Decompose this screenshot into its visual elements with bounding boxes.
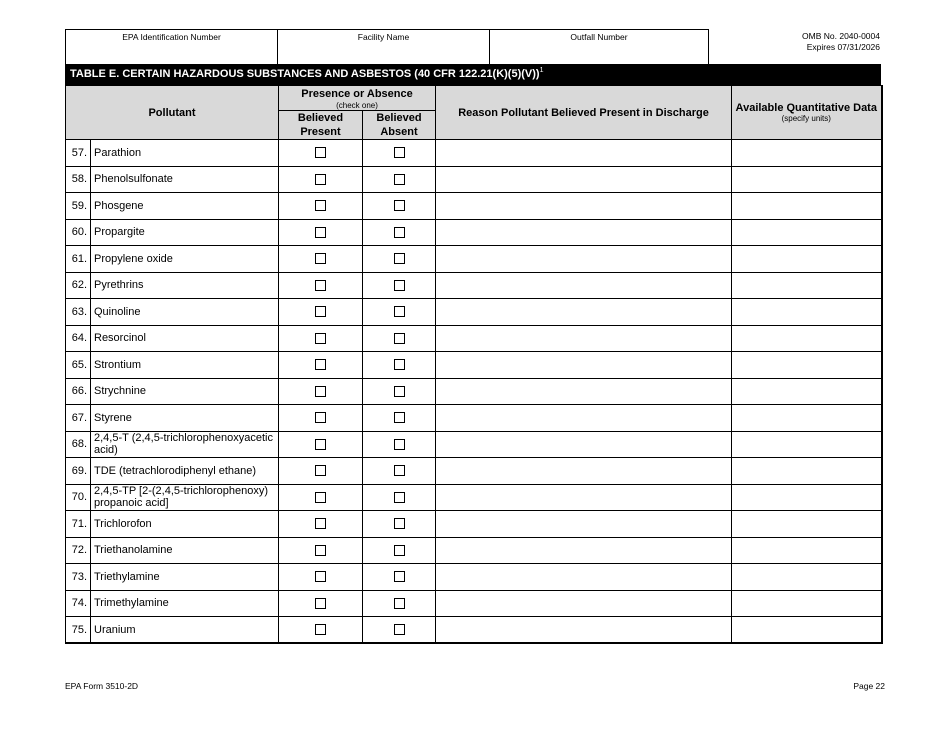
outfall-number-label: Outfall Number [570, 32, 628, 42]
believed-present-cell [279, 564, 363, 591]
reason-input-cell[interactable] [436, 219, 732, 246]
table-row [66, 352, 882, 379]
row-number: 67. [66, 405, 91, 432]
believed-present-checkbox[interactable] [315, 439, 326, 450]
pollutant-name: Triethanolamine [91, 537, 279, 564]
table-row [66, 325, 882, 352]
believed-absent-checkbox[interactable] [394, 386, 405, 397]
believed-present-cell [279, 140, 363, 167]
table-row [66, 166, 882, 193]
believed-present-cell [279, 590, 363, 617]
reason-input-cell[interactable] [436, 405, 732, 432]
believed-absent-cell [363, 352, 436, 379]
believed-present-checkbox[interactable] [315, 174, 326, 185]
believed-present-checkbox[interactable] [315, 465, 326, 476]
believed-absent-checkbox[interactable] [394, 571, 405, 582]
believed-absent-cell [363, 325, 436, 352]
quant-data-input-cell[interactable] [732, 352, 882, 379]
believed-absent-cell [363, 166, 436, 193]
believed-present-cell [279, 166, 363, 193]
believed-present-checkbox[interactable] [315, 253, 326, 264]
table-row [66, 299, 882, 326]
pollutant-name: Resorcinol [91, 325, 279, 352]
table-row [66, 405, 882, 432]
quant-data-input-cell[interactable] [732, 590, 882, 617]
form-number: EPA Form 3510-2D [65, 681, 139, 691]
reason-input-cell[interactable] [436, 246, 732, 273]
pollutant-name: Trimethylamine [91, 590, 279, 617]
quant-data-input-cell[interactable] [732, 405, 882, 432]
reason-input-cell[interactable] [436, 352, 732, 379]
believed-absent-cell [363, 140, 436, 167]
believed-present-checkbox[interactable] [315, 518, 326, 529]
believed-absent-cell [363, 617, 436, 644]
pollutant-name: Parathion [91, 140, 279, 167]
row-number: 69. [66, 458, 91, 485]
believed-absent-cell [363, 564, 436, 591]
row-number: 74. [66, 590, 91, 617]
believed-absent-checkbox[interactable] [394, 333, 405, 344]
row-number: 73. [66, 564, 91, 591]
quant-data-input-cell[interactable] [732, 193, 882, 220]
believed-absent-cell [363, 272, 436, 299]
pollutant-name: Triethylamine [91, 564, 279, 591]
believed-absent-cell [363, 484, 436, 511]
table-row [66, 564, 882, 591]
reason-input-cell[interactable] [436, 511, 732, 538]
col-header-presence: Presence or Absence (check one) [279, 86, 436, 111]
believed-absent-checkbox[interactable] [394, 253, 405, 264]
pollutant-name: Trichlorofon [91, 511, 279, 538]
believed-present-checkbox[interactable] [315, 624, 326, 635]
pollutant-name: Propylene oxide [91, 246, 279, 273]
believed-present-checkbox[interactable] [315, 386, 326, 397]
believed-absent-cell [363, 431, 436, 458]
reason-input-cell[interactable] [436, 537, 732, 564]
quant-data-input-cell[interactable] [732, 299, 882, 326]
believed-present-checkbox[interactable] [315, 306, 326, 317]
reason-input-cell[interactable] [436, 564, 732, 591]
believed-present-cell [279, 219, 363, 246]
believed-present-checkbox[interactable] [315, 492, 326, 503]
quant-data-input-cell[interactable] [732, 537, 882, 564]
believed-absent-checkbox[interactable] [394, 518, 405, 529]
page-number: Page 22 [853, 681, 885, 691]
table-row [66, 590, 882, 617]
omb-number: OMB No. 2040-0004 [802, 31, 880, 41]
table-row [66, 537, 882, 564]
believed-absent-cell [363, 537, 436, 564]
believed-present-checkbox[interactable] [315, 598, 326, 609]
col-header-quant-note: (specify units) [781, 114, 831, 123]
believed-absent-checkbox[interactable] [394, 624, 405, 635]
pollutant-name: Styrene [91, 405, 279, 432]
reason-input-cell[interactable] [436, 140, 732, 167]
table-row [66, 431, 882, 458]
row-number: 63. [66, 299, 91, 326]
table-title-text: TABLE E. CERTAIN HAZARDOUS SUBSTANCES AND ASBESTOS (40 CFR 122.21(K)(5)(V)) [70, 68, 540, 80]
believed-absent-cell [363, 511, 436, 538]
table-row [66, 219, 882, 246]
quant-data-input-cell[interactable] [732, 219, 882, 246]
believed-absent-cell [363, 299, 436, 326]
believed-absent-cell [363, 378, 436, 405]
believed-present-cell [279, 617, 363, 644]
quant-data-input-cell[interactable] [732, 458, 882, 485]
believed-absent-checkbox[interactable] [394, 306, 405, 317]
believed-absent-checkbox[interactable] [394, 492, 405, 503]
pollutant-name: TDE (tetrachlorodiphenyl ethane) [91, 458, 279, 485]
omb-expires: Expires 07/31/2026 [806, 42, 880, 52]
omb-info [709, 29, 880, 64]
believed-present-checkbox[interactable] [315, 412, 326, 423]
table-row [66, 193, 882, 220]
believed-present-cell [279, 431, 363, 458]
believed-absent-checkbox[interactable] [394, 465, 405, 476]
row-number: 65. [66, 352, 91, 379]
table-row [66, 140, 882, 167]
pollutant-name: Pyrethrins [91, 272, 279, 299]
table-row [66, 458, 882, 485]
believed-present-cell [279, 484, 363, 511]
believed-present-checkbox[interactable] [315, 227, 326, 238]
reason-input-cell[interactable] [436, 193, 732, 220]
quant-data-input-cell[interactable] [732, 511, 882, 538]
believed-present-cell [279, 325, 363, 352]
believed-present-checkbox[interactable] [315, 359, 326, 370]
pollutant-name: Phenolsulfonate [91, 166, 279, 193]
reason-input-cell[interactable] [436, 272, 732, 299]
believed-absent-cell [363, 219, 436, 246]
col-header-pollutant: Pollutant [66, 86, 279, 140]
reason-input-cell[interactable] [436, 325, 732, 352]
table-row [66, 511, 882, 538]
pollutant-name: Quinoline [91, 299, 279, 326]
believed-absent-checkbox[interactable] [394, 439, 405, 450]
believed-present-checkbox[interactable] [315, 333, 326, 344]
believed-present-cell [279, 537, 363, 564]
believed-absent-cell [363, 458, 436, 485]
table-row [66, 246, 882, 273]
believed-present-cell [279, 193, 363, 220]
believed-present-cell [279, 405, 363, 432]
row-number: 66. [66, 378, 91, 405]
believed-present-checkbox[interactable] [315, 571, 326, 582]
form-header [65, 29, 880, 64]
col-header-presence-note: (check one) [336, 100, 378, 110]
row-number: 58. [66, 166, 91, 193]
believed-absent-checkbox[interactable] [394, 359, 405, 370]
quant-data-input-cell[interactable] [732, 140, 882, 167]
quant-data-input-cell[interactable] [732, 325, 882, 352]
pollutant-name: 2,4,5-TP [2-(2,4,5-trichlorophenoxy) propanoic acid] [91, 484, 279, 511]
pollutant-name: 2,4,5-T (2,4,5-trichlorophenoxyacetic acid) [91, 431, 279, 458]
facility-name-field[interactable] [278, 29, 490, 64]
quant-data-input-cell[interactable] [732, 378, 882, 405]
table-row [66, 617, 882, 644]
row-number: 60. [66, 219, 91, 246]
believed-absent-checkbox[interactable] [394, 280, 405, 291]
believed-present-cell [279, 378, 363, 405]
col-header-quant: Available Quantitative Data (specify units) [732, 86, 882, 140]
quant-data-input-cell[interactable] [732, 272, 882, 299]
row-number: 57. [66, 140, 91, 167]
quant-data-input-cell[interactable] [732, 246, 882, 273]
reason-input-cell[interactable] [436, 378, 732, 405]
pollutant-table [65, 85, 883, 644]
believed-absent-cell [363, 193, 436, 220]
believed-present-cell [279, 511, 363, 538]
believed-absent-cell [363, 246, 436, 273]
believed-present-cell [279, 458, 363, 485]
epa-id-field[interactable] [65, 29, 278, 64]
row-number: 62. [66, 272, 91, 299]
reason-input-cell[interactable] [436, 590, 732, 617]
row-number: 72. [66, 537, 91, 564]
table-row [66, 272, 882, 299]
row-number: 59. [66, 193, 91, 220]
reason-input-cell[interactable] [436, 617, 732, 644]
believed-present-cell [279, 299, 363, 326]
row-number: 64. [66, 325, 91, 352]
col-header-believed-absent: Believed Absent [363, 111, 436, 140]
table-row [66, 484, 882, 511]
believed-present-cell [279, 246, 363, 273]
outfall-number-field[interactable] [490, 29, 709, 64]
believed-absent-checkbox[interactable] [394, 227, 405, 238]
table-row [66, 378, 882, 405]
believed-absent-checkbox[interactable] [394, 174, 405, 185]
believed-absent-checkbox[interactable] [394, 598, 405, 609]
table-title [65, 64, 881, 85]
believed-present-checkbox[interactable] [315, 545, 326, 556]
believed-present-cell [279, 352, 363, 379]
believed-present-checkbox[interactable] [315, 200, 326, 211]
row-number: 68. [66, 431, 91, 458]
reason-input-cell[interactable] [436, 458, 732, 485]
believed-absent-checkbox[interactable] [394, 147, 405, 158]
epa-id-label: EPA Identification Number [122, 32, 221, 42]
believed-present-cell [279, 272, 363, 299]
believed-absent-checkbox[interactable] [394, 200, 405, 211]
reason-input-cell[interactable] [436, 484, 732, 511]
row-number: 71. [66, 511, 91, 538]
quant-data-input-cell[interactable] [732, 484, 882, 511]
believed-absent-checkbox[interactable] [394, 412, 405, 423]
facility-name-label: Facility Name [357, 32, 410, 42]
pollutant-name: Uranium [91, 617, 279, 644]
believed-present-checkbox[interactable] [315, 280, 326, 291]
reason-input-cell[interactable] [436, 166, 732, 193]
col-header-reason: Reason Pollutant Believed Present in Discharge [436, 86, 732, 140]
reason-input-cell[interactable] [436, 431, 732, 458]
pollutant-name: Strontium [91, 352, 279, 379]
quant-data-input-cell[interactable] [732, 617, 882, 644]
reason-input-cell[interactable] [436, 299, 732, 326]
quant-data-input-cell[interactable] [732, 166, 882, 193]
believed-absent-cell [363, 405, 436, 432]
row-number: 75. [66, 617, 91, 644]
pollutant-name: Phosgene [91, 193, 279, 220]
row-number: 61. [66, 246, 91, 273]
believed-present-checkbox[interactable] [315, 147, 326, 158]
believed-absent-cell [363, 590, 436, 617]
table-title-footnote: 1 [539, 67, 544, 74]
col-header-believed-present: Believed Present [279, 111, 363, 140]
quant-data-input-cell[interactable] [732, 431, 882, 458]
believed-absent-checkbox[interactable] [394, 545, 405, 556]
pollutant-name: Propargite [91, 219, 279, 246]
quant-data-input-cell[interactable] [732, 564, 882, 591]
pollutant-name: Strychnine [91, 378, 279, 405]
row-number: 70. [66, 484, 91, 511]
